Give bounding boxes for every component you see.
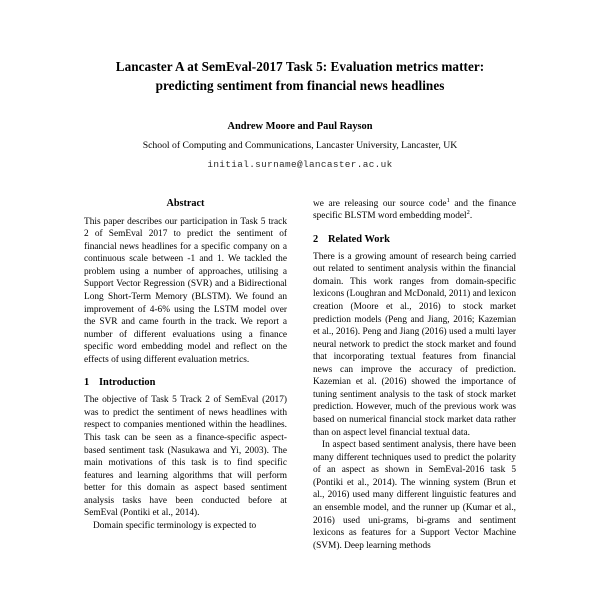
left-column	[84, 198, 287, 580]
intro-paragraph-1: The objective of Task 5 Track 2 of SemEval (2017) was to predict the sentiment of news headlines with respect to companies mentioned within the headlines. This task can be seen as a finance-specific aspect-based sentiment task (Nasukawa and Yi, 2003). The main motivations of this task is to find specific features and learning algorithms that will perform better for this domain as aspect based sentiment analysis tasks have been conducted before at SemEval (Pontiki et al., 2014).	[84, 395, 287, 519]
continuation-text-before: we are releasing our source code	[313, 198, 447, 209]
author-list: Andrew Moore and Paul Rayson	[227, 121, 373, 133]
continuation-text-after: .	[469, 211, 473, 222]
related-work-paragraph-2: In aspect based sentiment analysis, there have been many different techniques used to predict the polarity of an aspect as shown in SemEval-2016 task 5 (Pontiki et al., 2014). The winning system (Brun et al., 2016) used many different linguistic features and an ensemble model, and the runner up (Kumar et al., 2016) used uni-grams, bi-grams and sentiment lexicons as features for a Support Vector Machine (SVM). Deep learning methods	[313, 440, 516, 551]
intro-paragraph-2: Domain specific terminology is expected to	[93, 520, 257, 531]
affiliation: School of Computing and Communications, Lancaster University, Lancaster, UK	[142, 139, 458, 151]
section-heading-introduction	[84, 377, 287, 388]
right-column	[313, 198, 516, 580]
section-number: 1	[84, 377, 90, 389]
footnote-marker-2: 2	[466, 209, 470, 217]
section-number: 2	[313, 233, 319, 245]
continuation-text-middle: and the finance specific BLSTM word embedding model	[313, 198, 516, 222]
paper-title-line-2: predicting sentiment from financial news headlines	[155, 77, 445, 93]
section-title: Related Work	[328, 233, 390, 245]
paper-title-line-1: Lancaster A at SemEval-2017 Task 5: Evaluation metrics matter:	[115, 59, 485, 74]
section-heading-related-work	[313, 234, 516, 245]
section-title: Introduction	[99, 377, 156, 389]
abstract-text: This paper describes our participation in Task 5 track 2 of SemEval 2017 to predict the sentiment of financial news headlines for a specific company on a continuous scale between -1 and 1. We tackled the problem using a number of approaches, utilising a Support Vector Regression (SVR) and a Bidirectional Long Short-Term Memory (BLSTM). We found an improvement of 4-6% using the LSTM model over the SVR and came fourth in the track. We report a number of different evaluations using a finance specific word embedding model and reflect on the effects of using different evaluation metrics.	[84, 216, 287, 365]
related-work-paragraph-1: There is a growing amount of research being carried out related to sentiment analysis within the financial domain. This work ranges from domain-specific lexicons (Loughran and McDonald, 2011) and lexicon creation (Moore et al., 2016) to stock market prediction models (Peng and Jiang, 2016; Kazemian et al., 2016). Peng and Jiang (2016) used a multi layer neural network to predict the stock market and found that incorporating textual features from financial news can improve the accuracy of prediction. Kazemian et al. (2016) showed the importance of tuning sentiment analysis to the task of stock market prediction. However, much of the previous work was based on numerical financial stock market data rather than on aspect level financial textual data.	[313, 251, 516, 438]
continuation-paragraph	[313, 198, 516, 223]
paper-title	[84, 58, 516, 95]
footnote-marker-1: 1	[446, 197, 450, 204]
abstract-heading: Abstract	[166, 197, 205, 209]
body-columns	[84, 198, 516, 580]
contact-email: initial.surname@lancaster.ac.uk	[207, 158, 393, 170]
